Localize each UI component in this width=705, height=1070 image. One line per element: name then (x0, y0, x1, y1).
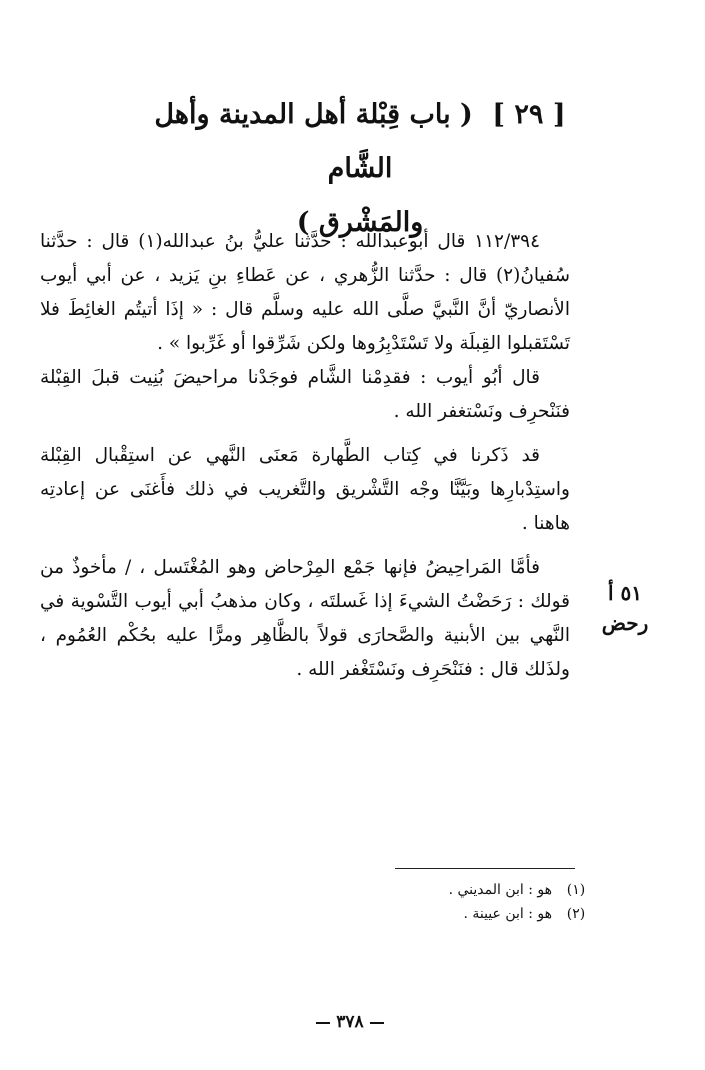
footnote-number: (٢) (566, 906, 586, 922)
page-number-value: ٣٧٨ (336, 1012, 364, 1032)
manuscript-folio: ٥١ أ (607, 581, 642, 605)
page-number (250, 1012, 450, 1032)
page-number-dash-left (316, 1022, 330, 1024)
chapter-title-line1: ( باب قِبْلة أهل المدينة وأهل الشَّام (154, 99, 473, 184)
narrator-comment-paragraph: قال أبُو أيوب : فقدِمْنا الشَّام فوجَدْنا مراحيضَ بُنِيت قبلَ القِبْلة فنَنْحرِف ونَسْتغفر الله . (40, 367, 570, 422)
chapter-title-line2: والمَشْرق ) (296, 207, 424, 238)
page-number-dash-right (370, 1022, 384, 1024)
footnote-text: هو : ابن عيينة . (463, 906, 552, 922)
commentary-paragraph: قد ذَكرنا في كِتاب الطَّهارة مَعنَى النَّهي عن استِقْبال القِبْلة واستِدْبارِها وبَيَّنَّا وجْه التَّشْريق والتَّغريب في ذلك فأَغنَى عن إعادتِه هاهنا . (40, 445, 570, 534)
footnote-number: (١) (566, 882, 586, 898)
chapter-heading-line1 (150, 88, 570, 196)
hadith-paragraph: ١١٢/٣٩٤ قال أبوعبدالله : حدَّثنا عليُّ بنُ عبدالله(١) قال : حدَّثنا سُفيانُ(٢) قال : حدَّثنا الزُّهري ، عن عَطاءِ بنِ يَزيد ، عن أبي أيوب الأنصاريّ أنَّ النَّبيَّ صلَّى الله عليه وسلَّم قال : « إذَا أتيتُم الغائِطَ فلا تَسْتَقبلوا القِبلَة ولا تَسْتَدْبِرُوها ولكن شَرِّقوا أو غَرِّبوا » . (40, 231, 570, 354)
margin-note (585, 578, 665, 638)
footnote-divider (395, 868, 575, 869)
chapter-number: [ ٢٩ ] (492, 99, 566, 130)
footnote (300, 878, 590, 902)
main-text (40, 225, 570, 687)
footnote-text: هو : ابن المديني . (448, 882, 552, 898)
footnotes (300, 878, 590, 926)
footnote (300, 902, 590, 926)
lexical-commentary-paragraph: فأمَّا المَراحِيضُ فإنها جَمْع المِرْحاض وهو المُغْتَسل ، / مأخوذٌ من قولك : رَحَضْتُ الشيءَ إذا غَسلتَه ، وكان مذهبُ أبي أيوب التَّسْوية في النَّهي بين الأبنية والصَّحارَى قولاً بالظَّاهِر ومرًّا عليه بحُكْم العُمُوم ، ولذَلك قال : فنَنْحَرِف ونَسْتَغْفر الله . (40, 557, 570, 680)
keyword-note: رحض (601, 611, 649, 635)
